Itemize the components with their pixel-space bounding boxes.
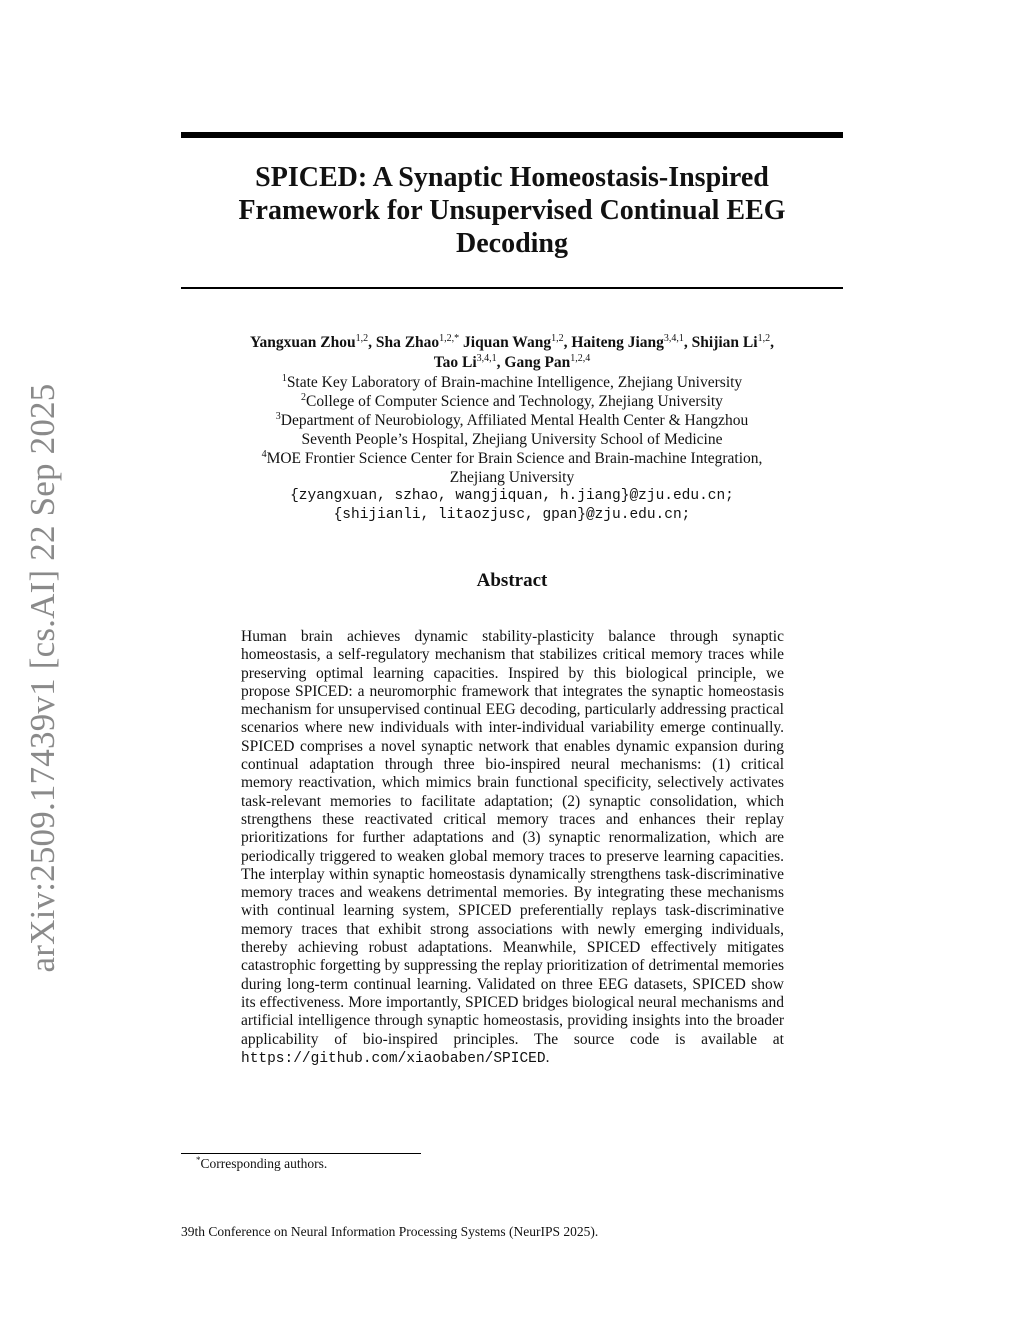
- author-sep: ,: [563, 334, 572, 351]
- author-emails: {shijianli, litaozjusc, gpan}@zju.edu.cn;: [333, 507, 691, 523]
- author-name: Gang Pan: [504, 354, 571, 371]
- title-line: Decoding: [456, 228, 568, 259]
- author-affil-sup: 1,2: [551, 333, 564, 344]
- author-sep: ,: [368, 334, 376, 351]
- abstract-heading: Abstract: [476, 570, 548, 591]
- affiliation-number: 2: [301, 392, 307, 403]
- author-affil-sup: 3,4,1: [476, 353, 497, 364]
- footnote-mark: *: [196, 1155, 201, 1165]
- title-line: SPICED: A Synaptic Homeostasis-Inspired: [255, 162, 769, 193]
- affiliation-number: 1: [281, 373, 287, 384]
- author-name: Tao Li: [433, 354, 477, 371]
- affiliation-text: College of Computer Science and Technology, Zhejiang University: [306, 393, 723, 410]
- arxiv-id-text: arXiv:2509.17439v1 [cs.AI] 22 Sep 2025: [23, 383, 62, 973]
- affiliation-list: [181, 373, 843, 525]
- affiliation-number: 4: [261, 449, 267, 460]
- author-name: Haiteng Jiang: [571, 334, 664, 351]
- affiliation-text: Seventh People’s Hospital, Zhejiang University School of Medicine: [301, 431, 723, 448]
- venue-note: 39th Conference on Neural Information Processing Systems (NeurIPS 2025).: [181, 1224, 599, 1239]
- author-affil-sup: 3,4,1: [663, 333, 684, 344]
- author-sep: ,: [683, 334, 692, 351]
- source-code-link[interactable]: https://github.com/xiaobaben/SPICED: [241, 1050, 546, 1067]
- author-name: Yangxuan Zhou: [250, 334, 356, 351]
- abstract-text: Human brain achieves dynamic stability-plasticity balance through synaptic homeostasis, a self-regulatory mechanism that stabilizes critical memory traces while preserving optimal learning capacities. Inspired by this biological principle, we propose SPICED: a neuromorphic framework that integrates the synaptic homeostasis mechanism for unsupervised continual EEG decoding, particularly addressing practical scenarios where new individuals with inter-individual variability emerge continually. SPICED comprises a novel synaptic network that enables dynamic expansion during continual adaptation through three bio-inspired neural mechanisms: (1) critical memory reactivation, which mimics brain functional specificity, selectively activates task-relevant memories to facilitate adaptation; (2) synaptic consolidation, which strengthens these reactivated critical memory traces and enhances their replay prioritizations for further adaptations and (3) synaptic renormalization, which are periodically triggered to weaken global memory traces to preserve learning capacities. The interplay within synaptic homeostasis dynamically strengthens task-discriminative memory traces and weakens detrimental memories. By integrating these mechanisms with continual learning system, SPICED preferentially replays task-discriminative memory traces that exhibit strong associations with newly emerging individuals, thereby achieving robust adaptations. Meanwhile, SPICED effectively mitigates catastrophic forgetting by suppressing the replay prioritization of detrimental memories during long-term continual learning. Validated on three EEG datasets, SPICED show its effectiveness. More importantly, SPICED bridges biological neural mechanisms and artificial intelligence through synaptic homeostasis, providing insights into the broader applicability of bio-inspired principles. The source code is available at: [241, 628, 784, 1048]
- affiliation-number: 3: [275, 411, 281, 422]
- footnote: [196, 1156, 327, 1172]
- footnote-rule: [181, 1153, 421, 1154]
- author-list: [181, 333, 843, 373]
- abstract-body: [241, 628, 784, 1068]
- title-rule-top: [181, 132, 843, 138]
- affiliation-text: State Key Laboratory of Brain-machine Intelligence, Zhejiang University: [286, 374, 743, 391]
- author-line: [181, 353, 843, 373]
- footnote-text: Corresponding authors.: [200, 1156, 328, 1171]
- paper-title: [181, 161, 843, 260]
- arxiv-stamp: [0, 378, 86, 978]
- author-name: Sha Zhao: [375, 334, 440, 351]
- affiliation: [181, 468, 843, 487]
- affiliation: [181, 430, 843, 449]
- author-affil-sup: 1,2,4: [570, 353, 591, 364]
- affiliation: [181, 373, 843, 392]
- author-line: [181, 333, 843, 353]
- affiliation-text: Department of Neurobiology, Affiliated Mental Health Center & Hangzhou: [280, 412, 749, 429]
- author-name: Shijian Li: [691, 334, 758, 351]
- affiliation-text: MOE Frontier Science Center for Brain Science and Brain-machine Integration,: [266, 450, 763, 467]
- author-affil-sup: 1,2,*: [439, 333, 460, 344]
- author-emails: {zyangxuan, szhao, wangjiquan, h.jiang}@zju.edu.cn;: [290, 488, 734, 504]
- author-sep: ,: [496, 354, 505, 371]
- affiliation: [181, 392, 843, 411]
- affiliation-text: Zhejiang University: [449, 469, 575, 486]
- author-affil-sup: 1,2: [355, 333, 369, 344]
- author-affil-sup: 1,2: [757, 333, 771, 344]
- author-sep: ,: [770, 334, 774, 351]
- title-rule-bottom: [181, 287, 843, 289]
- abstract-end: .: [545, 1048, 550, 1066]
- affiliation: [181, 449, 843, 468]
- affiliation: [181, 411, 843, 430]
- author-name: Jiquan Wang: [463, 334, 552, 351]
- title-line: Framework for Unsupervised Continual EEG: [238, 195, 786, 226]
